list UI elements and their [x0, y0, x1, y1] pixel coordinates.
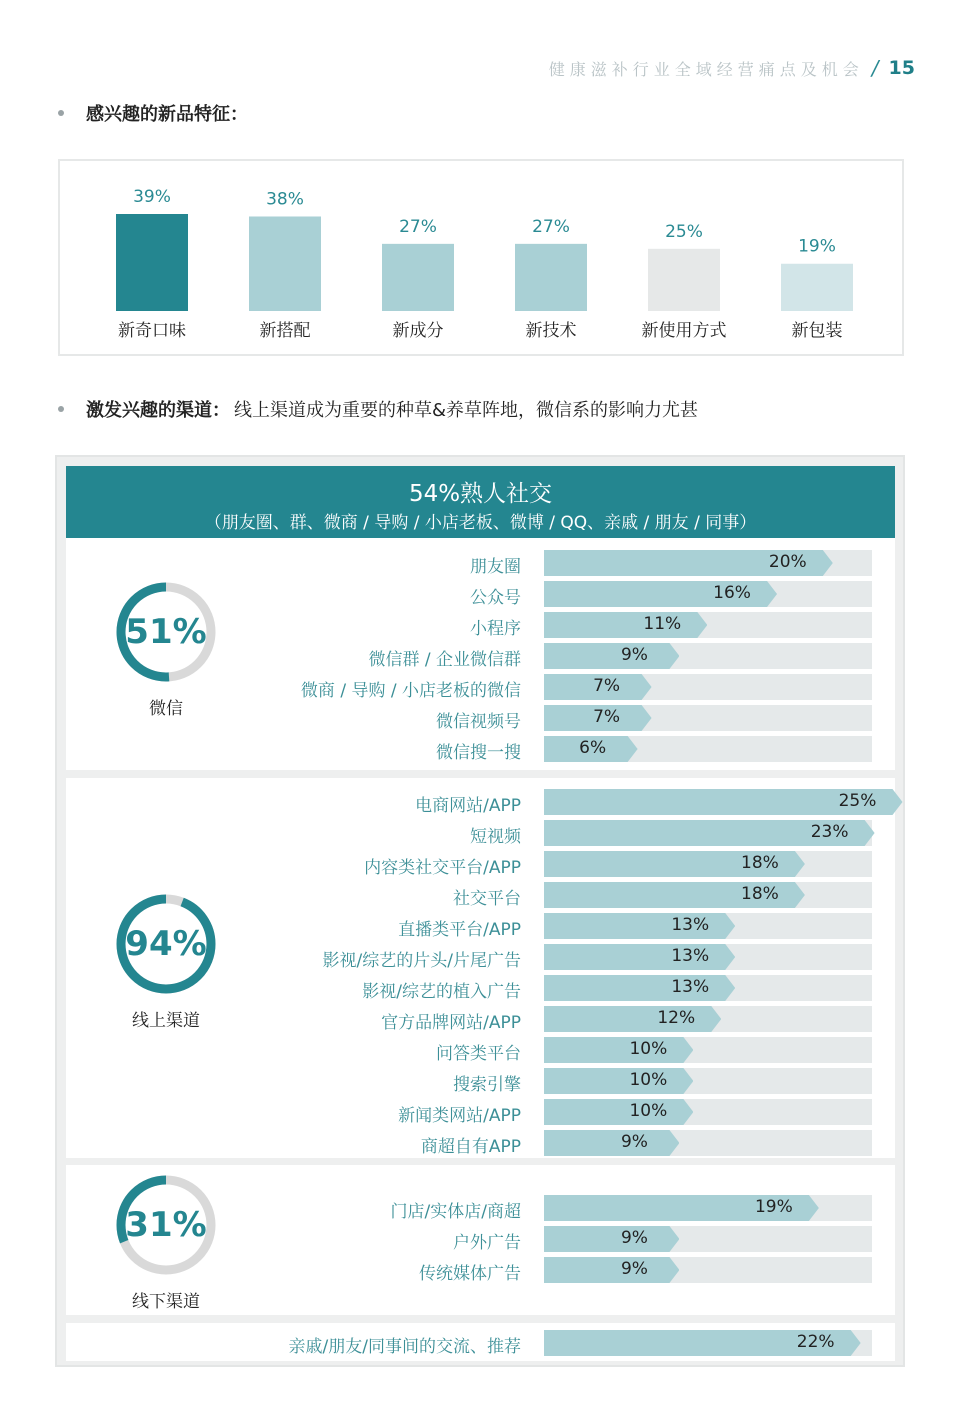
- channel-label: 门店/实体店/商超: [390, 1202, 521, 1222]
- social-banner: [66, 466, 895, 538]
- channel-label: 微信群 / 企业微信群: [368, 650, 521, 670]
- channel-label: 搜索引擎: [453, 1075, 521, 1095]
- bar-value-label: 10%: [629, 1039, 668, 1059]
- channel-row: [66, 1257, 895, 1283]
- bar-value-label: 25%: [665, 221, 703, 242]
- channel-label: 社交平台: [453, 889, 521, 909]
- channel-panel-1: [66, 538, 895, 770]
- bullet-dot: [58, 110, 64, 116]
- bar-value-label: 18%: [741, 853, 779, 873]
- channel-panel-4: [66, 1323, 895, 1361]
- bar-category-label: 新成分: [392, 321, 444, 341]
- channel-label: 内容类社交平台/APP: [364, 858, 521, 878]
- ring-percent: 31%: [125, 1205, 207, 1245]
- bar-4: [515, 244, 587, 311]
- bar-2: [249, 216, 321, 311]
- bar-value-label: 13%: [671, 915, 710, 935]
- bar-value-label: 12%: [657, 1008, 696, 1028]
- bar-value-label: 13%: [671, 946, 710, 966]
- banner-subtitle: （朋友圈、群、微商 / 导购 / 小店老板、微博 / QQ、亲戚 / 朋友 / 同事）: [204, 513, 757, 533]
- channel-label: 微商 / 导购 / 小店老板的微信: [300, 681, 521, 701]
- bar-value-label: 20%: [768, 552, 807, 572]
- channel-row: [66, 1037, 895, 1063]
- channel-label: 影视/综艺的植入广告: [362, 982, 521, 1002]
- channel-label: 商超自有APP: [420, 1137, 521, 1157]
- channel-label: 问答类平台: [436, 1044, 521, 1064]
- channel-label: 户外广告: [453, 1233, 521, 1253]
- bar-value-label: 27%: [399, 216, 437, 237]
- channel-label: 短视频: [470, 827, 521, 847]
- bar-value-label: 6%: [579, 738, 607, 758]
- bar-value-label: 9%: [620, 1132, 648, 1152]
- ring-percent: 94%: [125, 924, 207, 964]
- channel-label: 亲戚/朋友/同事间的交流、推荐: [288, 1337, 521, 1357]
- feature-bar-chart: [58, 159, 904, 356]
- channel-label: 朋友圈: [470, 557, 521, 577]
- bar-value-label: 11%: [643, 614, 682, 634]
- ring-group-label: 线下渠道: [132, 1292, 200, 1312]
- channel-row: [66, 581, 895, 607]
- feature-bar-chart-svg: [60, 161, 906, 358]
- bar-5: [648, 249, 720, 311]
- channel-row: [66, 1130, 895, 1156]
- channel-label: 影视/综艺的片头/片尾广告: [322, 951, 521, 971]
- ring-percent: 51%: [125, 612, 207, 652]
- channel-label: 微信搜一搜: [436, 743, 521, 763]
- bar-value-label: 38%: [266, 189, 304, 210]
- bar-value-label: 7%: [593, 676, 621, 696]
- bar-3: [382, 244, 454, 311]
- bar-1: [116, 214, 188, 311]
- channel-row: [66, 944, 895, 970]
- channel-panel-2: [66, 778, 895, 1158]
- channel-row: [66, 1195, 895, 1221]
- section-text: 线上渠道成为重要的种草&养草阵地，微信系的影响力尤甚: [234, 400, 699, 421]
- channel-row: [66, 550, 895, 576]
- document-title: 健康滋补行业全域经营痛点及机会: [548, 59, 864, 79]
- channel-row: [66, 705, 895, 731]
- banner-title: 54%熟人社交: [408, 481, 553, 507]
- section-label: 感兴趣的新品特征：: [86, 104, 248, 125]
- page-header: [549, 56, 915, 80]
- channel-label: 小程序: [470, 619, 521, 639]
- channel-row: [66, 736, 895, 762]
- bar-value-label: 19%: [754, 1197, 793, 1217]
- channel-row: [66, 612, 895, 638]
- bar-category-label: 新包装: [791, 321, 843, 341]
- ring-group-label: 线上渠道: [132, 1011, 200, 1031]
- bar-value-label: 9%: [620, 1259, 648, 1279]
- channel-row: [66, 789, 895, 815]
- channel-row: [66, 1006, 895, 1032]
- bar-category-label: 新奇口味: [118, 321, 186, 341]
- channel-label: 传统媒体广告: [419, 1264, 521, 1284]
- channel-row: [66, 851, 895, 877]
- bar-value-label: 7%: [593, 707, 621, 727]
- bar-value-label: 16%: [713, 583, 751, 603]
- channel-panel-3: [66, 1165, 895, 1315]
- channel-label: 电商网站/APP: [415, 796, 521, 816]
- channel-row: [66, 975, 895, 1001]
- page-number: 15: [888, 57, 915, 79]
- bar-value-label: 19%: [798, 236, 836, 257]
- header-divider: /: [871, 56, 879, 80]
- section-heading-channels: [58, 396, 698, 422]
- channel-label: 直播类平台/APP: [398, 920, 521, 940]
- bar-value-label: 9%: [620, 645, 648, 665]
- channel-row: [66, 1068, 895, 1094]
- bar-value-label: 39%: [133, 187, 171, 207]
- channel-row: [66, 1099, 895, 1125]
- section-heading-features: [58, 100, 248, 126]
- bar-value-label: 18%: [741, 884, 779, 904]
- bar-value-label: 23%: [810, 822, 849, 842]
- bar-category-label: 新使用方式: [641, 321, 727, 341]
- section-label: 激发兴趣的渠道：: [86, 400, 230, 421]
- bar-category-label: 新技术: [525, 321, 577, 341]
- bar-value-label: 27%: [532, 216, 570, 237]
- bar-category-label: 新搭配: [259, 321, 311, 341]
- channel-row: [66, 643, 895, 669]
- bar-value-label: 10%: [629, 1070, 668, 1090]
- channel-label: 官方品牌网站/APP: [381, 1013, 521, 1033]
- bar-value-label: 9%: [620, 1228, 648, 1248]
- channel-row: [66, 674, 895, 700]
- channel-label: 微信视频号: [436, 712, 521, 732]
- channel-row: [66, 882, 895, 908]
- channel-row: [66, 820, 895, 846]
- channel-row: [66, 913, 895, 939]
- bar-value-label: 25%: [838, 791, 877, 811]
- channel-label: 公众号: [470, 588, 521, 608]
- bar-value-label: 22%: [796, 1332, 835, 1352]
- channel-row: [66, 1226, 895, 1252]
- channel-label: 新闻类网站/APP: [398, 1106, 521, 1126]
- bullet-dot: [58, 406, 64, 412]
- bar-6: [781, 264, 853, 311]
- channel-row: [66, 1330, 895, 1356]
- ring-group-label: 微信: [149, 699, 183, 719]
- bar-value-label: 13%: [671, 977, 710, 997]
- bar-value-label: 10%: [629, 1101, 668, 1121]
